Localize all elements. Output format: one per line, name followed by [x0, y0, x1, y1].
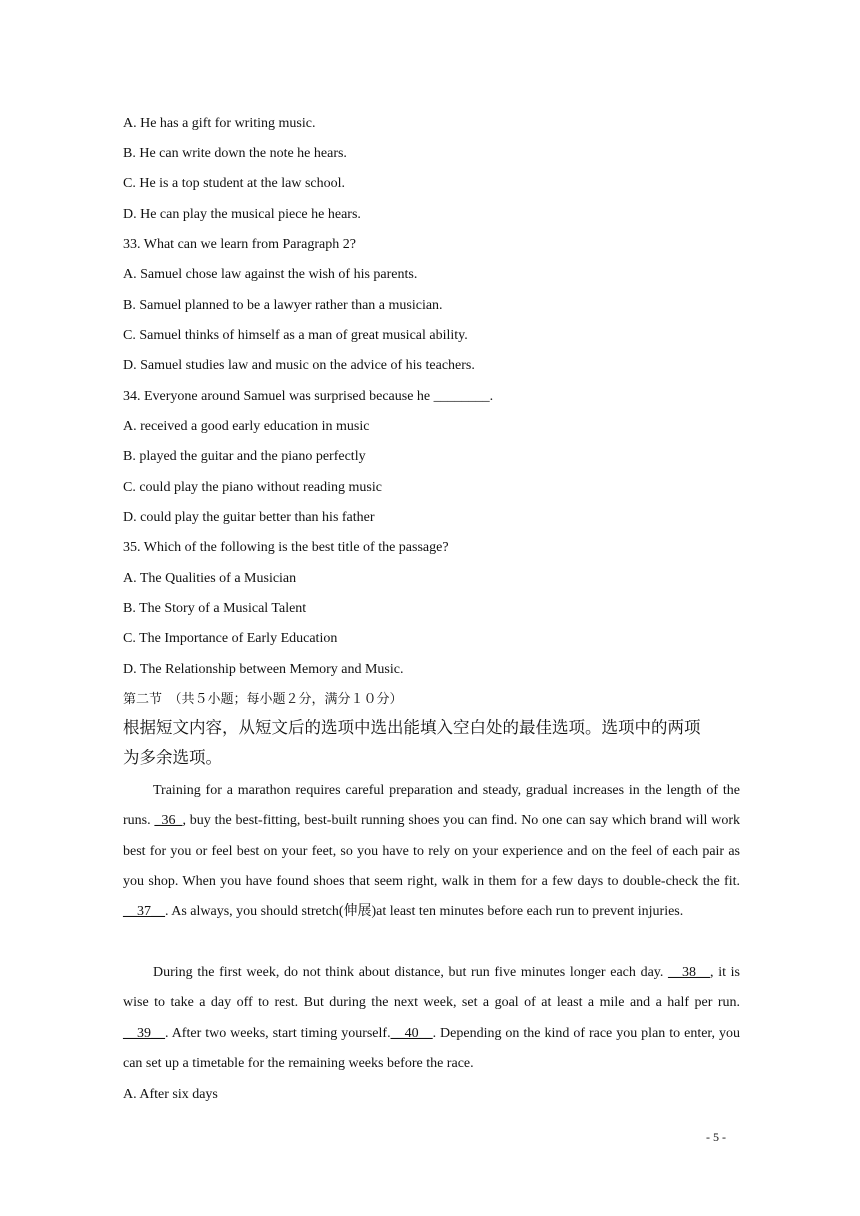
q35-option-d: D. The Relationship between Memory and Music.: [123, 662, 404, 677]
p2-text-c: . After two weeks, start timing yourself.: [165, 1025, 391, 1041]
blank-39: __39__: [123, 1025, 165, 1041]
q32-option-c: C. He is a top student at the law school.: [123, 176, 346, 191]
q34-option-c: C. could play the piano without reading music: [123, 480, 382, 495]
q33-option-c: C. Samuel thinks of himself as a man of great musical ability.: [123, 328, 468, 343]
blank-36: _36_: [154, 813, 183, 829]
q33-option-d: D. Samuel studies law and music on the advice of his teachers.: [123, 358, 475, 373]
p2-text-b: , it is wise to take a day off to rest. But during the next week, set a goal of at least a mile and a half per run.: [123, 965, 740, 1011]
q33-stem: 33. What can we learn from Paragraph 2?: [123, 237, 356, 252]
section-instruction-line-1: 根据短文内容，从短文后的选项中选出能填入空白处的最佳选项。选项中的两项: [123, 718, 701, 737]
p1-text-c: . As always, you should stretch(伸展)at least ten minutes before each run to prevent injuries.: [165, 904, 684, 920]
p1-text-a: Training for a marathon requires careful preparation and steady, gradual increases in the length of the runs.: [123, 783, 740, 829]
q35-stem: 35. Which of the following is the best title of the passage?: [123, 540, 449, 555]
q35-option-a: A. The Qualities of a Musician: [123, 571, 297, 586]
p2-text-a: During the first week, do not think about distance, but run five minutes longer each day.: [153, 965, 669, 980]
p1-text-b: , buy the best-fitting, best-built running shoes you can find. No one can say which brand will work best for you or feel best on your feet, so you have to rely on your experience and on the feel of each pair as you shop. When you have found shoes that seem right, walk in them for a few days to double-check the fit.: [123, 813, 740, 889]
q32-option-d: D. He can play the musical piece he hears.: [123, 207, 361, 222]
p2-text-d: . Depending on the kind of race you plan to enter, you can set up a timetable for the remaining weeks before the race.: [123, 1025, 740, 1071]
q33-option-b: B. Samuel planned to be a lawyer rather than a musician.: [123, 298, 443, 313]
section-heading: 第二节 （共５小题；每小题２分，满分１０分）: [123, 692, 403, 707]
blank-38: __38__: [668, 965, 711, 980]
q33-option-a: A. Samuel chose law against the wish of his parents.: [123, 267, 418, 282]
q34-option-b: B. played the guitar and the piano perfectly: [123, 449, 366, 464]
q34-option-a: A. received a good early education in music: [123, 419, 370, 434]
q34-stem: 34. Everyone around Samuel was surprised because he ________.: [123, 389, 494, 404]
blank-37: __37__: [123, 904, 165, 920]
q32-option-a: A. He has a gift for writing music.: [123, 116, 316, 131]
q35-option-b: B. The Story of a Musical Talent: [123, 601, 307, 616]
q34-option-d: D. could play the guitar better than his father: [123, 510, 375, 525]
blank-40: __40__: [390, 1025, 433, 1041]
section-instruction-line-2: 为多余选项。: [123, 748, 222, 767]
option-a-after-six-days: A. After six days: [123, 1087, 218, 1102]
passage-paragraph-2: [123, 958, 740, 1079]
page-number: - 5 -: [706, 1130, 726, 1144]
passage-paragraph-1: [123, 776, 740, 927]
q32-option-b: B. He can write down the note he hears.: [123, 146, 347, 161]
q35-option-c: C. The Importance of Early Education: [123, 631, 338, 646]
